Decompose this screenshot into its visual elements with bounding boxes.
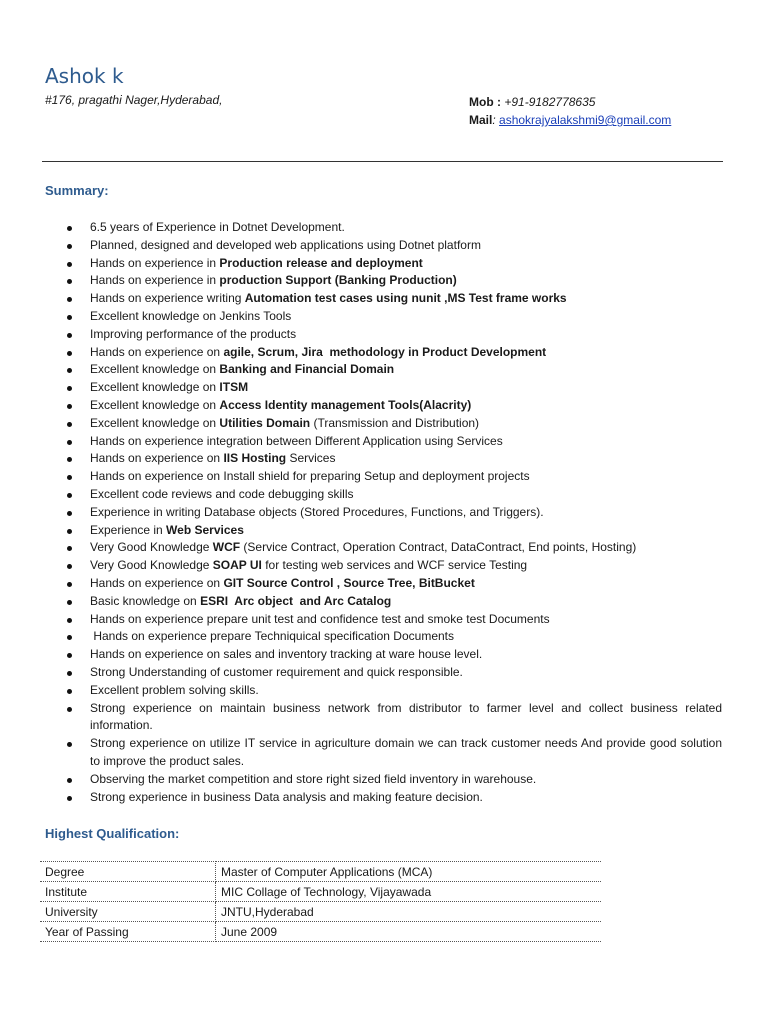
mobile-line xyxy=(469,93,671,111)
summary-item xyxy=(45,735,726,771)
bullet-icon xyxy=(67,333,72,338)
qualification-key: Degree xyxy=(40,862,216,882)
summary-item-text: 6.5 years of Experience in Dotnet Development. xyxy=(90,220,345,234)
bullet-icon xyxy=(67,707,72,712)
summary-item xyxy=(45,272,722,290)
summary-item-text: Hands on experience in xyxy=(90,273,220,288)
summary-item-bold-text: Access Identity management Tools(Alacrity) xyxy=(219,397,472,412)
bullet-icon xyxy=(67,635,72,640)
summary-item-text: for testing web services and WCF service Testing xyxy=(261,558,528,573)
summary-item-text: (Transmission and Distribution) xyxy=(310,415,480,430)
bullet-icon xyxy=(67,778,72,783)
bullet-icon xyxy=(67,226,72,231)
header-divider xyxy=(42,161,723,162)
bullet-icon xyxy=(67,689,72,694)
summary-item xyxy=(45,450,722,468)
bullet-icon xyxy=(67,546,72,551)
bullet-icon xyxy=(67,742,72,747)
summary-item-text: Hands on experience in xyxy=(90,255,220,270)
summary-item xyxy=(45,433,722,451)
summary-item xyxy=(45,308,722,326)
bullet-icon xyxy=(67,511,72,516)
summary-item xyxy=(45,664,722,682)
summary-item xyxy=(45,593,722,611)
summary-item-text: Experience in xyxy=(90,522,167,537)
qualification-table xyxy=(40,861,601,942)
bullet-icon xyxy=(67,315,72,320)
summary-item-text: Hands on experience on xyxy=(90,344,224,359)
summary-item-text: Excellent knowledge on xyxy=(90,415,220,430)
summary-item xyxy=(45,522,722,540)
bullet-icon xyxy=(67,582,72,587)
bullet-icon xyxy=(67,671,72,676)
summary-item-bold-text: production Support (Banking Production) xyxy=(219,273,457,288)
summary-item-text: Excellent problem solving skills. xyxy=(90,682,259,697)
summary-item-text: Excellent knowledge on xyxy=(90,397,220,412)
summary-item-text: Hands on experience on Install shield for preparing Setup and deployment projects xyxy=(90,469,530,484)
summary-item-bold-text: Web Services xyxy=(166,522,244,537)
mail-label: Mail xyxy=(469,113,493,127)
summary-item xyxy=(45,504,722,522)
summary-item-text: Hands on experience prepare Techniquical specification Documents xyxy=(90,629,454,644)
summary-item xyxy=(45,611,722,629)
summary-item-text: Strong Understanding of customer requirement and quick responsible. xyxy=(90,664,463,679)
summary-item-bold-text: SOAP UI xyxy=(212,558,262,573)
table-row xyxy=(40,902,601,922)
summary-item xyxy=(45,219,722,237)
summary-heading: Summary: xyxy=(45,183,109,198)
summary-item-text: Observing the market competition and store right sized field inventory in warehouse. xyxy=(90,771,537,786)
summary-item xyxy=(45,646,722,664)
summary-item-bold-text: Banking and Financial Domain xyxy=(219,362,395,377)
table-row xyxy=(40,922,601,942)
address: #176, pragathi Nager,Hyderabad, xyxy=(45,93,223,107)
summary-item-text: Excellent knowledge on xyxy=(90,380,220,395)
summary-item xyxy=(45,539,722,557)
summary-list xyxy=(45,219,726,806)
summary-item-text: Hands on experience writing xyxy=(90,291,245,306)
summary-item-text: Very Good Knowledge xyxy=(90,558,213,573)
mail-line xyxy=(469,111,671,129)
bullet-icon xyxy=(67,297,72,302)
summary-item-text: (Service Contract, Operation Contract, DataContract, End points, Hosting) xyxy=(240,540,637,555)
qualification-key: University xyxy=(40,902,216,922)
bullet-icon xyxy=(67,564,72,569)
bullet-icon xyxy=(67,475,72,480)
summary-item xyxy=(45,290,722,308)
bullet-icon xyxy=(67,422,72,427)
contact-block xyxy=(469,93,671,129)
bullet-icon xyxy=(67,618,72,623)
summary-item-text: Hands on experience integration between Different Application using Services xyxy=(90,433,503,448)
qualification-heading: Highest Qualification: xyxy=(45,826,180,841)
bullet-icon xyxy=(67,457,72,462)
summary-item-text: Basic knowledge on xyxy=(90,593,201,608)
bullet-icon xyxy=(67,600,72,605)
bullet-icon xyxy=(67,351,72,356)
summary-item-text: Experience in writing Database objects (Stored Procedures, Functions, and Triggers). xyxy=(90,504,544,519)
qualification-key: Year of Passing xyxy=(40,922,216,942)
summary-item xyxy=(45,361,722,379)
summary-item xyxy=(45,468,722,486)
bullet-icon xyxy=(67,368,72,373)
bullet-icon xyxy=(67,653,72,658)
summary-item-bold-text: Automation test cases using nunit ,MS Test frame works xyxy=(244,291,567,306)
summary-item-text: Hands on experience prepare unit test and confidence test and smoke test Documents xyxy=(90,611,550,626)
summary-item xyxy=(45,557,722,575)
mail-separator: : xyxy=(492,113,496,127)
summary-item-text: Services xyxy=(286,451,336,466)
summary-item xyxy=(45,415,722,433)
qualification-value: JNTU,Hyderabad xyxy=(216,902,602,922)
bullet-icon xyxy=(67,279,72,284)
bullet-icon xyxy=(67,493,72,498)
mobile-label: Mob : xyxy=(469,95,501,109)
summary-item-bold-text: Utilities Domain xyxy=(219,415,311,430)
email-link[interactable]: ashokrajyalakshmi9@gmail.com xyxy=(499,113,672,127)
candidate-name: Ashok k xyxy=(45,64,124,88)
summary-item xyxy=(45,682,722,700)
summary-item-text: Improving performance of the products xyxy=(90,326,297,341)
summary-item xyxy=(45,789,722,807)
summary-item xyxy=(45,344,722,362)
summary-item xyxy=(45,771,722,789)
summary-item-text: Strong experience on utilize IT service in agriculture domain we can track customer needs And provide good solution to improve the product sales. xyxy=(90,736,726,768)
summary-item-text: Planned, designed and developed web applications using Dotnet platform xyxy=(90,237,481,252)
summary-item xyxy=(45,397,722,415)
summary-item-bold-text: Production release and deployment xyxy=(219,255,423,270)
summary-item-bold-text: agile, Scrum, Jira methodology in Product Development xyxy=(223,344,547,359)
summary-item xyxy=(45,700,726,736)
bullet-icon xyxy=(67,244,72,249)
table-row xyxy=(40,862,601,882)
bullet-icon xyxy=(67,262,72,267)
bullet-icon xyxy=(67,404,72,409)
summary-item xyxy=(45,628,722,646)
summary-item-text: Excellent code reviews and code debugging skills xyxy=(90,486,354,501)
summary-item xyxy=(45,575,722,593)
table-row xyxy=(40,882,601,902)
summary-item-bold-text: ITSM xyxy=(219,380,249,395)
qualification-value: Master of Computer Applications (MCA) xyxy=(216,862,602,882)
qualification-value: June 2009 xyxy=(216,922,602,942)
mobile-value: +91-9182778635 xyxy=(504,95,596,109)
summary-item xyxy=(45,326,722,344)
summary-item-text: Hands on experience on xyxy=(90,451,224,466)
summary-item-text: Excellent knowledge on Jenkins Tools xyxy=(90,308,292,323)
summary-item xyxy=(45,486,722,504)
summary-item-text: Strong experience in business Data analysis and making feature decision. xyxy=(90,789,483,804)
summary-item-text: Excellent knowledge on xyxy=(90,362,220,377)
summary-item-bold-text: GIT Source Control , Source Tree, BitBucket xyxy=(223,575,475,590)
summary-item xyxy=(45,255,722,273)
summary-item-bold-text: ESRI Arc object and Arc Catalog xyxy=(200,593,392,608)
summary-item xyxy=(45,379,722,397)
summary-item-text: Hands on experience on sales and inventory tracking at ware house level. xyxy=(90,647,483,662)
summary-item xyxy=(45,237,722,255)
summary-item-text: Hands on experience on xyxy=(90,575,224,590)
qualification-key: Institute xyxy=(40,882,216,902)
bullet-icon xyxy=(67,386,72,391)
summary-item-text: Very Good Knowledge xyxy=(90,540,213,555)
bullet-icon xyxy=(67,796,72,801)
summary-item-bold-text: IIS Hosting xyxy=(223,451,287,466)
summary-item-text: Strong experience on maintain business network from distributor to farmer level and collect business related information. xyxy=(90,700,726,733)
bullet-icon xyxy=(67,440,72,445)
summary-item-bold-text: WCF xyxy=(212,540,241,555)
bullet-icon xyxy=(67,529,72,534)
qualification-value: MIC Collage of Technology, Vijayawada xyxy=(216,882,602,902)
